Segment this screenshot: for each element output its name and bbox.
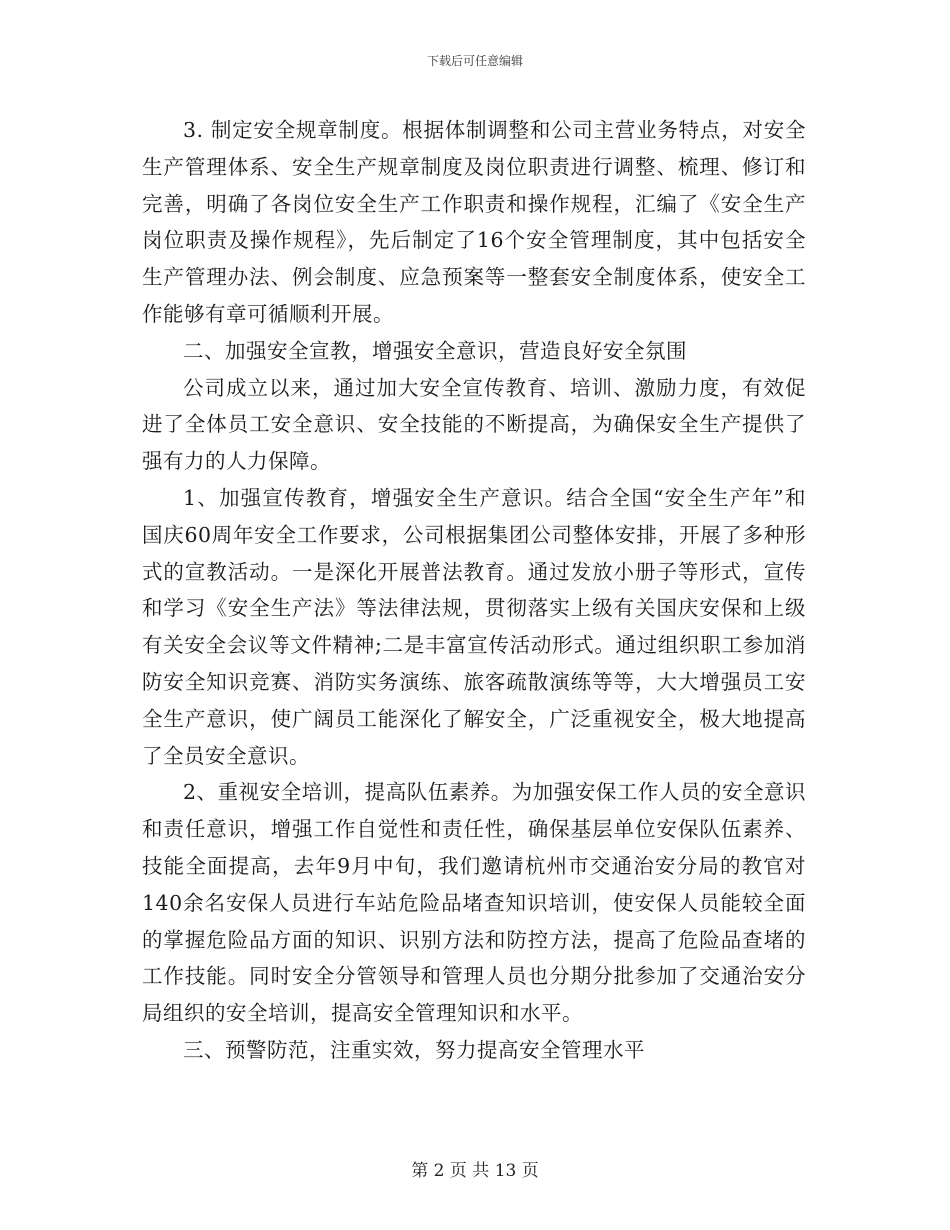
page-number-footer: 第 2 页 共 13 页: [411, 1161, 539, 1181]
paragraph-training: 2、重视安全培训，提高队伍素养。为加强安保工作人员的安全意识和责任意识，增强工作自觉性和责任性，确保基层单位安保队伍素养、技能全面提高，去年9月中旬，我们邀请杭州市交通治安分局的教官对140余名安保人员进行车站危险品堵查知识培训，使安保人员能较全面的掌握危险品方面的知识、识别方法和防控方法，提高了危险品查堵的工作技能。同时安全分管领导和管理人员也分期分批参加了交通治安分局组织的安全培训，提高安全管理知识和水平。: [142, 780, 806, 1026]
section-heading-2: 二、加强安全宣教，增强安全意识，营造良好安全氛围: [183, 338, 687, 363]
paragraph-safety-rules: 3. 制定安全规章制度。根据体制调整和公司主营业务特点，对安全生产管理体系、安全生产规章制度及岗位职责进行调整、梳理、修订和完善，明确了各岗位安全生产工作职责和操作规程，汇编了《安全生产岗位职责及操作规程》，先后制定了16个安全管理制度，其中包括安全生产管理办法、例会制度、应急预案等一整套安全制度体系，使安全工作能够有章可循顺利开展。: [142, 118, 806, 326]
section-heading-3: 三、预警防范，注重实效，努力提高安全管理水平: [183, 1037, 645, 1062]
page-header: 下载后可任意编辑: [426, 54, 523, 68]
paragraph-intro: 公司成立以来，通过加大安全宣传教育、培训、激励力度，有效促进了全体员工安全意识、安全技能的不断提高，为确保安全生产提供了强有力的人力保障。: [142, 375, 806, 474]
paragraph-publicity: 1、加强宣传教育，增强安全生产意识。结合全国“安全生产年”和国庆60周年安全工作要求，公司根据集团公司整体安排，开展了多种形式的宣教活动。一是深化开展普法教育。通过发放小册子等形式，宣传和学习《安全生产法》等法律法规，贯彻落实上级有关国庆安保和上级有关安全会议等文件精神;二是丰富宣传活动形式。通过组织职工参加消防安全知识竞赛、消防实务演练、旅客疏散演练等等，大大增强员工安全生产意识，使广阔员工能深化了解安全，广泛重视安全，极大地提高了全员安全意识。: [142, 485, 806, 768]
document-body: [142, 112, 806, 1069]
